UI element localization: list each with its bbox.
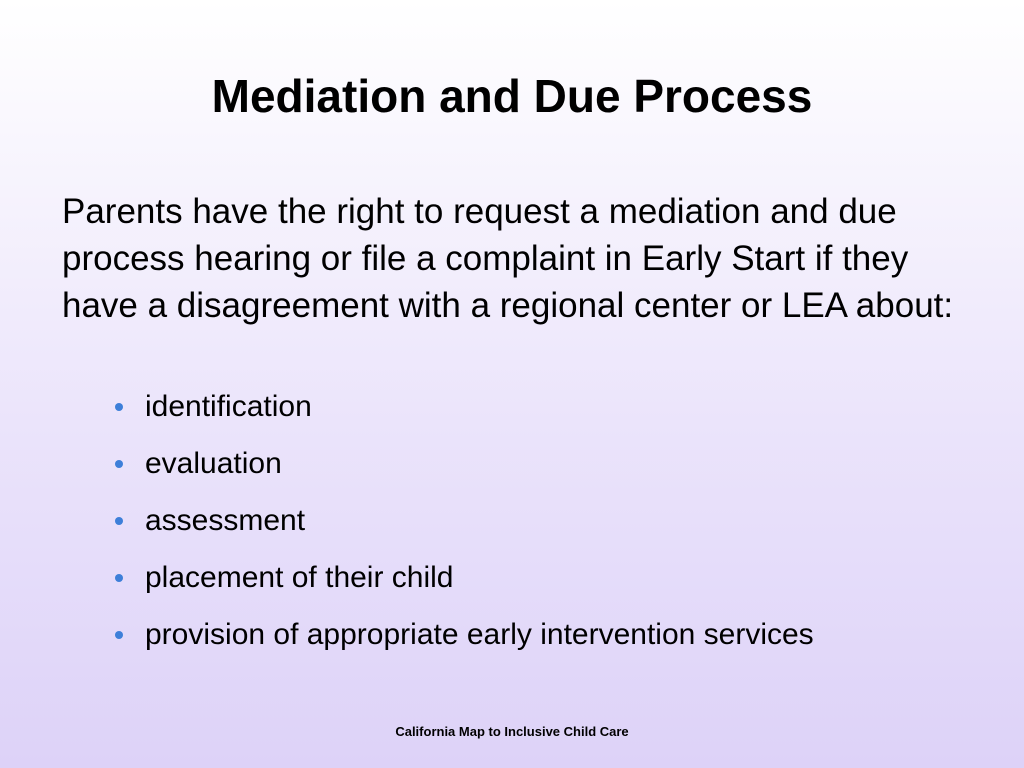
slide-footer: California Map to Inclusive Child Care [395, 724, 629, 739]
list-item [112, 503, 972, 539]
list-item [112, 389, 972, 425]
list-item [112, 617, 972, 653]
bullet-dot-icon [115, 574, 123, 582]
list-item-text: placement of their child [145, 561, 454, 594]
bullet-list [112, 389, 972, 674]
bullet-dot-icon [115, 517, 123, 525]
list-item-text: evaluation [145, 447, 282, 480]
list-item-text: assessment [145, 504, 306, 537]
intro-paragraph: Parents have the right to request a mediation and due process hearing or file a complaint in Early Start if they have a disagreement with a regional center or LEA about: [62, 192, 954, 325]
list-item-text: provision of appropriate early intervention services [145, 618, 814, 651]
list-item [112, 446, 972, 482]
bullet-dot-icon [115, 403, 123, 411]
list-item [112, 560, 972, 596]
bullet-dot-icon [115, 460, 123, 468]
bullet-dot-icon [115, 631, 123, 639]
slide-title: Mediation and Due Process [211, 70, 813, 122]
list-item-text: identification [145, 390, 312, 423]
